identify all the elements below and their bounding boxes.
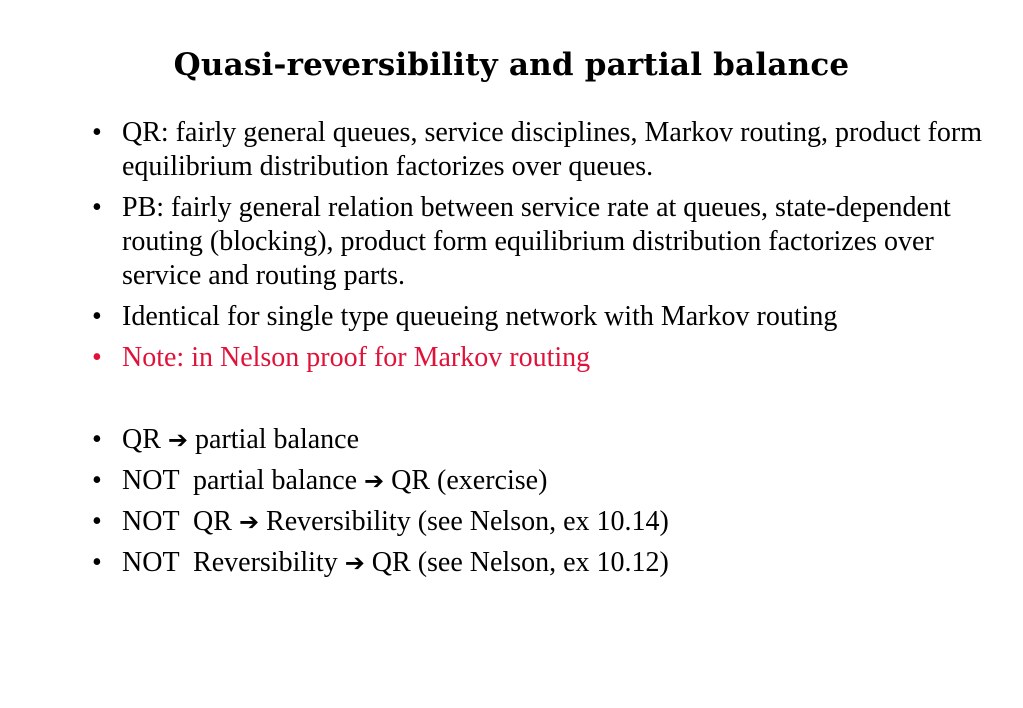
bullet-implication-3 (92, 505, 992, 539)
bullet-implication-4 (92, 546, 992, 580)
bullet-implication-1 (92, 423, 992, 457)
bullet-pb-definition (92, 191, 992, 293)
implication-left: NOT QR (122, 506, 239, 537)
right-arrow-icon: ➔ (364, 467, 385, 495)
right-arrow-icon: ➔ (167, 426, 189, 454)
implication-right: partial balance (188, 424, 360, 455)
bullet-note-highlight (92, 341, 992, 375)
bullet-dot: • (92, 301, 102, 332)
bullet-list (92, 116, 992, 587)
bullet-text: Identical for single type queueing network with Markov routing (122, 301, 838, 332)
implication-right: QR (see Nelson, ex 10.12) (364, 547, 669, 578)
implication-left: NOT Reversibility (122, 547, 345, 578)
bullet-dot: • (92, 117, 102, 148)
bullet-dot: • (92, 506, 102, 537)
bullet-text: Note: in Nelson proof for Markov routing (122, 342, 591, 373)
implication-left: NOT partial balance (122, 465, 365, 496)
implication-right: QR (exercise) (384, 465, 548, 496)
bullet-dot: • (92, 424, 102, 455)
bullet-implication-2 (92, 464, 992, 498)
bullet-spacer (92, 382, 992, 423)
implication-left: QR (122, 424, 168, 455)
bullet-text: PB: fairly general relation between service rate at queues, state-dependent routing (blocking), product form equilibrium distribution factorizes over service and routing parts. (122, 192, 951, 291)
slide-title: Quasi-reversibility and partial balance (173, 47, 850, 83)
bullet-identical (92, 300, 992, 334)
bullet-qr-definition (92, 116, 992, 184)
right-arrow-icon: ➔ (344, 549, 365, 577)
implication-right: Reversibility (see Nelson, ex 10.14) (259, 506, 669, 537)
bullet-dot: • (92, 192, 102, 223)
right-arrow-icon: ➔ (238, 508, 260, 536)
bullet-dot: • (92, 465, 102, 496)
bullet-dot: • (92, 342, 102, 373)
bullet-text: QR: fairly general queues, service disciplines, Markov routing, product form equilibrium distribution factorizes over queues. (122, 117, 982, 182)
bullet-dot: • (92, 547, 102, 578)
